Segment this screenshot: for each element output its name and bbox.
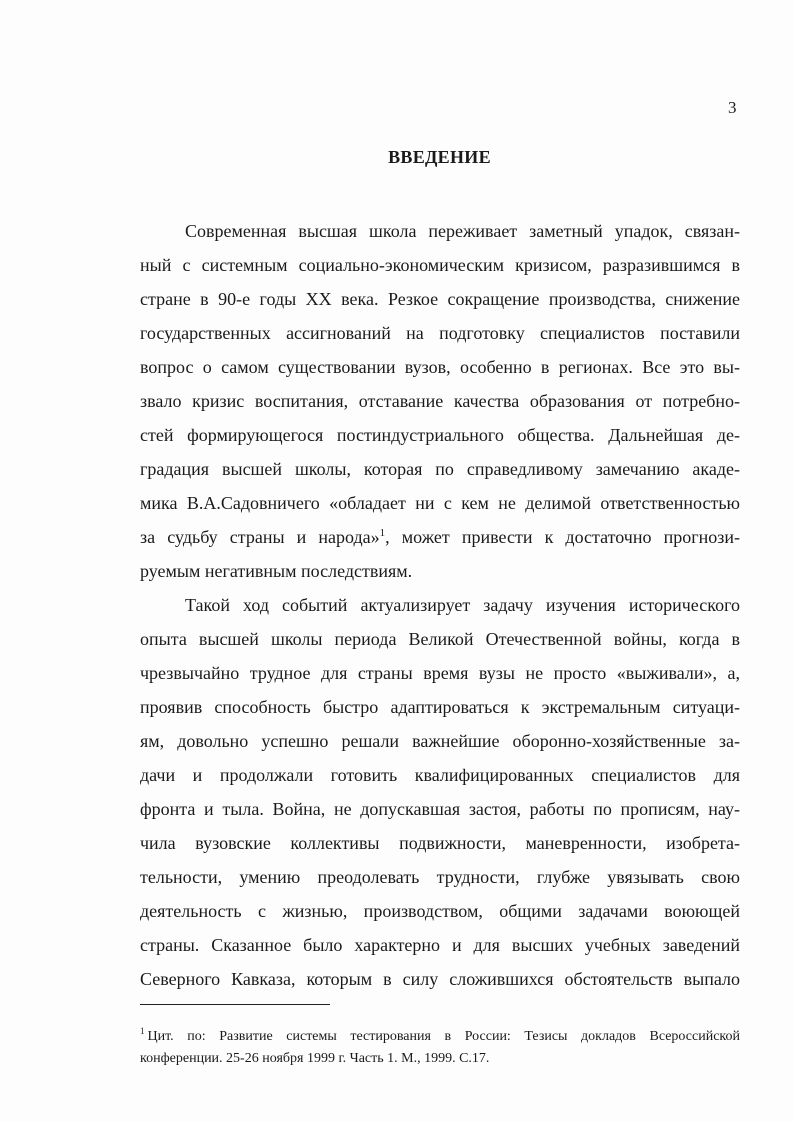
text-segment: , может привести к достаточно прогнози- bbox=[385, 527, 740, 547]
text-line: деятельность с жизнью, производством, общими задачами воюющей bbox=[140, 901, 740, 921]
text-line: градация высшей школы, которая по справедливому замечанию акаде- bbox=[140, 459, 740, 479]
text-line: Современная высшая школа переживает заметный упадок, связан- bbox=[185, 221, 740, 241]
text-line: ный с системным социально-экономическим кризисом, разразившимся в bbox=[140, 255, 740, 275]
text-line-with-footnote-ref bbox=[140, 520, 740, 554]
text-line: вопрос о самом существовании вузов, особенно в регионах. Все это вы- bbox=[140, 357, 740, 377]
text-line: фронта и тыла. Война, не допускавшая застоя, работы по прописям, нау- bbox=[140, 799, 740, 819]
text-line: государственных ассигнований на подготовку специалистов поставили bbox=[140, 323, 740, 343]
text-line: проявив способность быстро адаптироваться к экстремальным ситуаци- bbox=[140, 697, 740, 717]
text-line: чрезвычайно трудное для страны время вузы не просто «выживали», а, bbox=[140, 663, 740, 683]
text-line: опыта высшей школы периода Великой Отечественной войны, когда в bbox=[140, 629, 740, 649]
footnote-line: конференции. 25-26 ноября 1999 г. Часть 1. М., 1999. С.17. bbox=[140, 1051, 490, 1066]
text-line: ям, довольно успешно решали важнейшие оборонно-хозяйственные за- bbox=[140, 731, 740, 751]
section-title: ВВЕДЕНИЕ bbox=[388, 147, 491, 167]
text-line: мика В.А.Садовничего «обладает ни с кем не делимой ответственностью bbox=[140, 493, 740, 513]
footnote-mark: 1 bbox=[140, 1026, 145, 1037]
text-line: Северного Кавказа, которым в силу сложившихся обстоятельств выпало bbox=[140, 969, 740, 989]
footnote bbox=[140, 1026, 740, 1070]
footnote-divider bbox=[140, 1004, 330, 1005]
text-line: стране в 90-е годы XX века. Резкое сокращение производства, снижение bbox=[140, 289, 740, 309]
page-number: 3 bbox=[728, 98, 737, 117]
text-segment: за судьбу страны и народа» bbox=[140, 527, 380, 547]
body-text bbox=[140, 214, 740, 996]
text-line: дачи и продолжали готовить квалифицированных специалистов для bbox=[140, 765, 740, 785]
text-line: чила вузовские коллективы подвижности, маневренности, изобрета- bbox=[140, 833, 740, 853]
text-line: руемым негативным последствиям. bbox=[140, 561, 413, 581]
text-line: тельности, умению преодолевать трудности, глубже увязывать свою bbox=[140, 867, 740, 887]
footnote-line bbox=[140, 1026, 740, 1048]
footnote-reference: 1 bbox=[379, 527, 386, 539]
text-line: страны. Сказанное было характерно и для высших учебных заведений bbox=[140, 935, 740, 955]
text-line: стей формирующегося постиндустриального общества. Дальнейшая де- bbox=[140, 425, 740, 445]
text-line: звало кризис воспитания, отставание качества образования от потребно- bbox=[140, 391, 740, 411]
footnote-text: Цит. по: Развитие системы тестирования в России: Тезисы докладов Всероссийской bbox=[147, 1029, 740, 1044]
text-line: Такой ход событий актуализирует задачу изучения исторического bbox=[185, 595, 740, 615]
